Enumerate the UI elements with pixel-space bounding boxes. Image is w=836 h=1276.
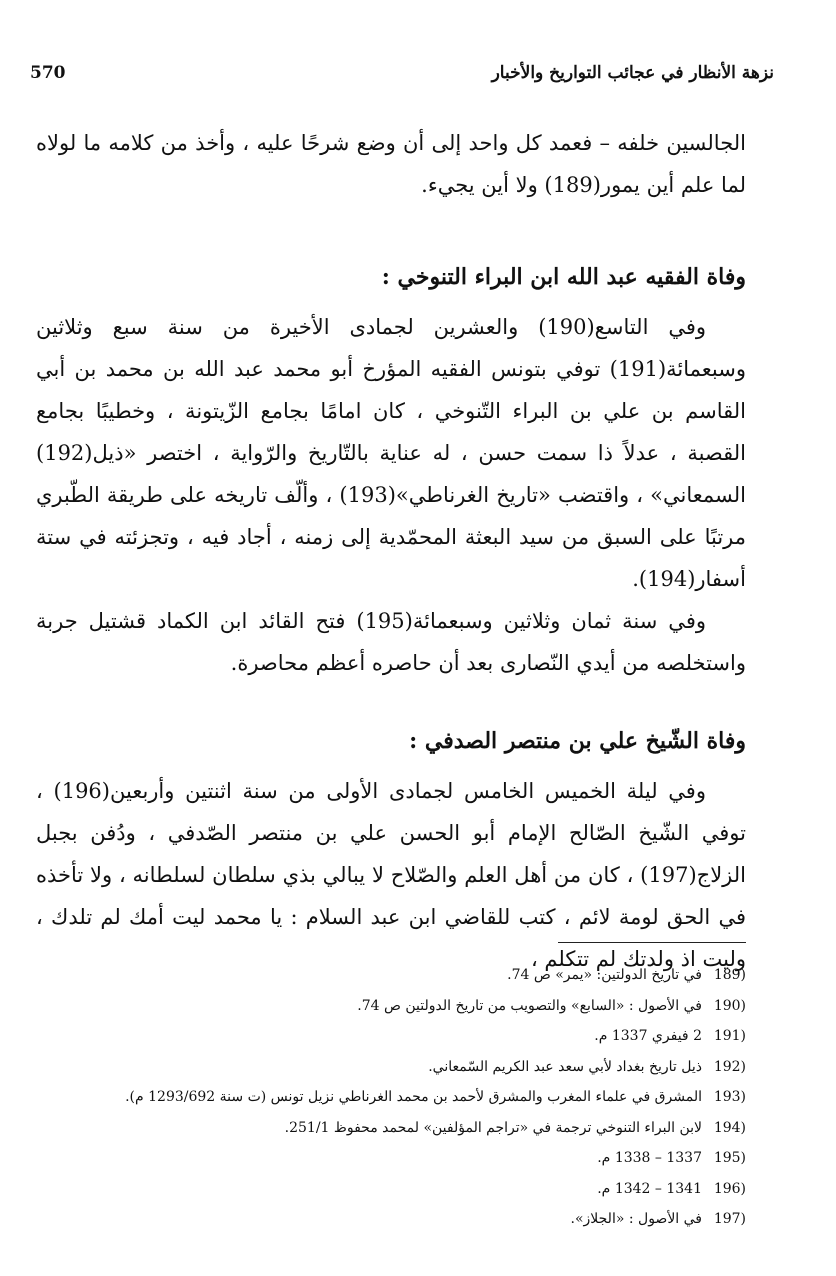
footnote [36,991,746,1022]
running-title: نزهة الأنظار في عجائب التواريخ والأخبار [491,63,774,83]
footnote [36,1052,746,1083]
paragraph-ibn-al-baraa: وفي التاسع(190) والعشرين لجمادى الأخيرة من سنة سبع وثلاثين وسبعمائة(191) توفي بتونس الفقيه المؤرخ أبو محمد عبد الله بن محمد بن أبي القاسم بن علي بن البراء التّنوخي ، كان امامًا بجامع الزّيتونة ، وخطيبًا بجامع القصبة ، عدلاً ذا سمت حسن ، له عناية بالتّاريخ والرّواية ، اختصر «ذيل(192) السمعاني» ، واقتضب «تاريخ الغرناطي»(193) ، وألّف تاريخه على طريقة الطّبري مرتبًا على السبق من سيد البعثة المحمّدية إلى زمنه ، أجاد فيه ، وتجزئته في ستة أسفار(194). [36,315,746,591]
footnote-text: في الأصول : «الجلاز». [570,1211,702,1227]
section-heading-al-sadafi: وفاة الشّيخ علي بن منتصر الصدفي : [409,728,746,754]
footnote-number: 191) [713,1028,746,1044]
footnote [36,960,746,991]
paragraph-al-sadafi: وفي ليلة الخميس الخامس لجمادى الأولى من سنة اثنتين وأربعين(196) ، توفي الشّيخ الصّالح الإمام أبو الحسن علي بن منتصر الصّدفي ، ودُفن بجبل الزلاج(197) ، كان من أهل العلم والصّلاح لا يبالي بذي سلطان لسلطانه ، ولا تأخذه في الحق لومة لائم ، كتب للقاضي ابن عبد السلام : يا محمد ليت أمك لم تلدك ، وليت اذ ولدتك لم تتكلم ، [36,779,746,971]
footnote-number: 192) [713,1058,746,1075]
footnote [36,1113,746,1144]
paragraph-jerba-conquest: وفي سنة ثمان وثلاثين وسبعمائة(195) فتح القائد ابن الكماد قشتيل جربة واستخلصه من أيدي النّصارى بعد أن حاصره أعظم محاصرة. [36,609,746,675]
footnote [36,1174,746,1205]
footnote-text: 2 فيفري 1337 م. [594,1028,702,1044]
footnote [36,1021,746,1052]
paragraph-continuation: الجالسين خلفه – فعمد كل واحد إلى أن وضع شرحًا عليه ، وأخذ من كلامه ما لولاه لما علم أين يمور(189) ولا أين يجيء. [36,131,746,197]
footnote-text: لابن البراء التنوخي ترجمة في «تراجم المؤلفين» لمحمد محفوظ 251/1. [284,1119,702,1136]
footnote-number: 196) [713,1180,746,1197]
page-number: 570 [30,63,66,83]
footnotes [36,960,746,1235]
section-heading-ibn-al-baraa: وفاة الفقيه عبد الله ابن البراء التنوخي : [381,264,746,290]
footnote-number: 194) [713,1119,746,1136]
footnote-text: في الأصول : «السابع» والتصويب من تاريخ الدولتين ص 74. [357,997,702,1014]
footnote-text: في تاريخ الدولتين: «يمر» ص 74. [507,967,702,983]
footnote-divider [558,942,746,943]
footnote [36,1204,746,1235]
footnote-number: 189) [713,967,746,983]
footnote-text: ذيل تاريخ بغداد لأبي سعد عبد الكريم السّمعاني. [428,1058,702,1075]
main-text [36,122,746,980]
footnote-text: 1337 – 1338 م. [597,1150,702,1166]
footnote-number: 197) [713,1211,746,1227]
page-header [30,58,774,88]
footnote-text: 1341 – 1342 م. [597,1180,702,1197]
footnote [36,1082,746,1113]
footnote-number: 195) [713,1150,746,1166]
footnote [36,1143,746,1174]
footnote-number: 190) [713,997,746,1014]
footnote-text: المشرق في علماء المغرب والمشرق لأحمد بن محمد الغرناطي نزيل تونس (ت سنة 1293/692 م). [125,1089,702,1105]
footnote-number: 193) [713,1089,746,1105]
